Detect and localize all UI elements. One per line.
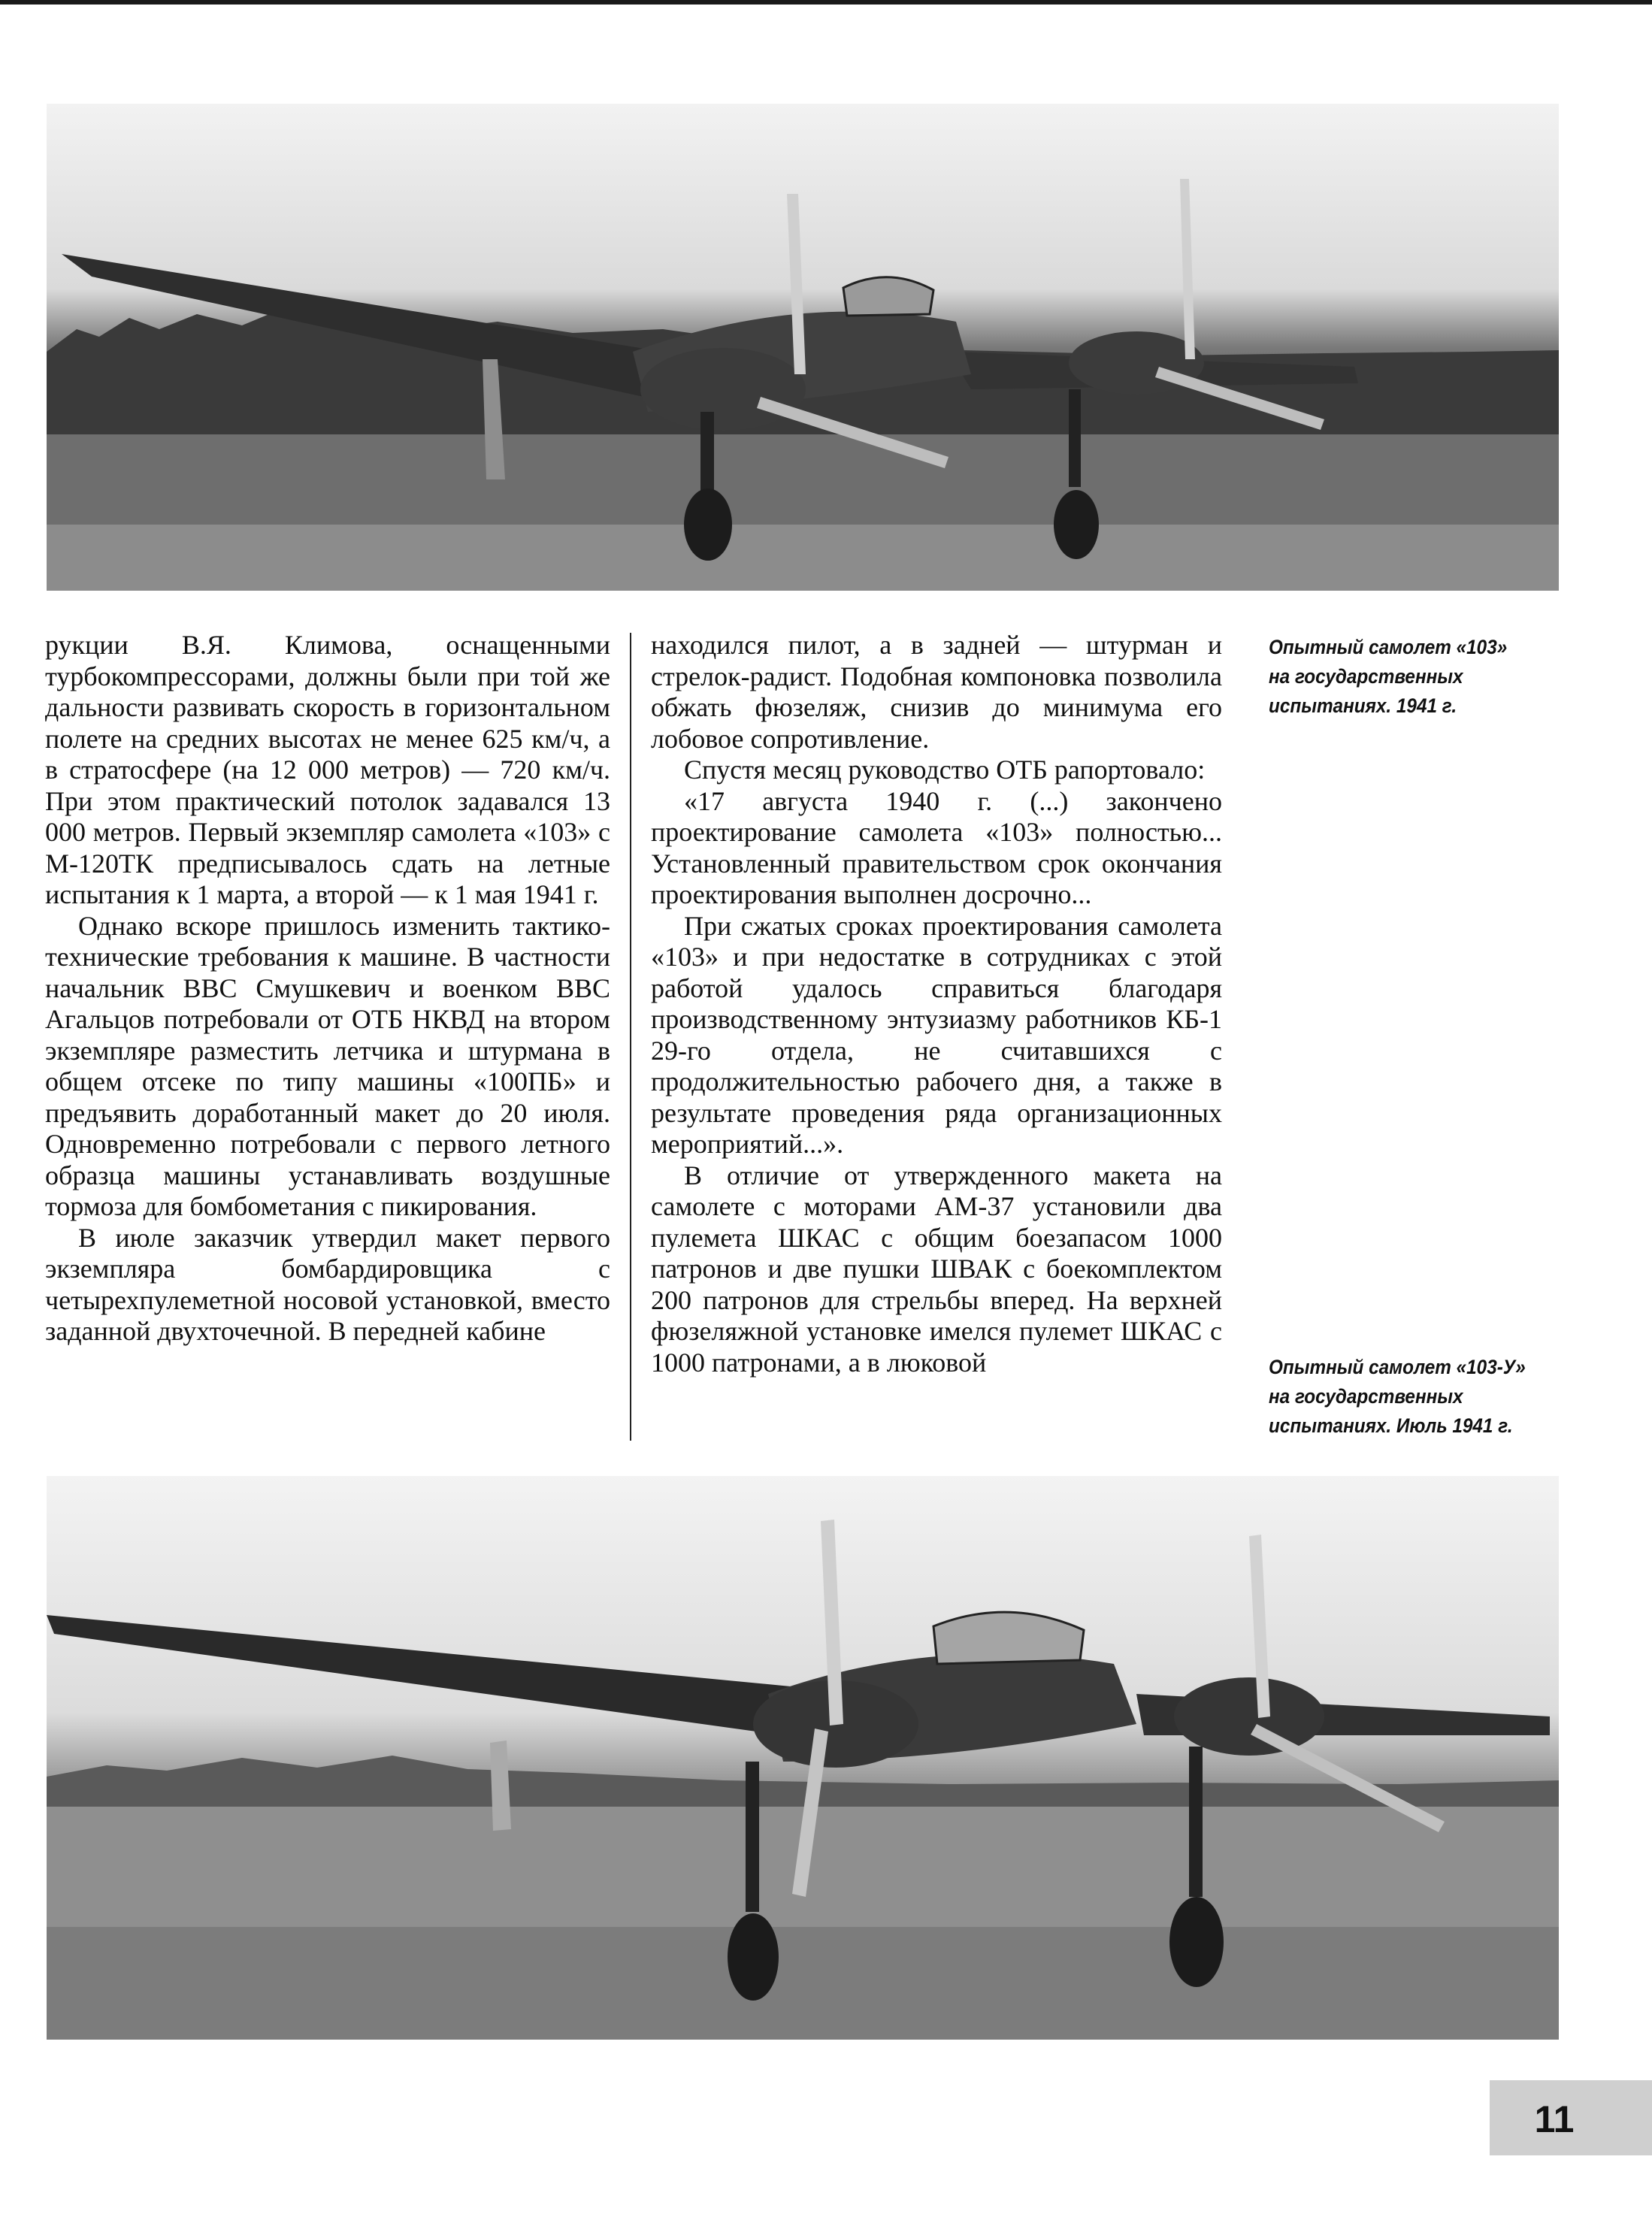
- page-number: 11: [1534, 2098, 1575, 2140]
- caption-line: на государственных: [1269, 1385, 1463, 1408]
- aircraft-103-photo: [47, 104, 1559, 591]
- top-rule: [0, 0, 1652, 5]
- photo-caption-103u: [1269, 1353, 1593, 1441]
- text-column-right: [651, 630, 1222, 1378]
- paragraph: При сжатых сроках проектирования самолета «103» и при недостатке в сотрудниках с этой работой удалось справиться благодаря производственному энтузиазму работников КБ-1 29-го отдела, не считавшихся с продолжительностью рабочего дня, а также в результате проведения ряда организационных мероприятий...».: [651, 910, 1222, 1159]
- aircraft-103-illustration: [47, 104, 1559, 591]
- photo-caption-103: [1269, 633, 1593, 721]
- paragraph: Однако вскоре пришлось изменить тактико-технические требования к машине. В частности начальник ВВС Смушкевич и военком ВВС Агальцов потребовали от ОТБ НКВД на втором экземпляре разместить летчика и штурмана в общем отсеке по типу машины «100ПБ» и предъявить доработанный макет до 20 июля. Одновременно потребовали с первого летного образца машины устанавливать воздушные тормоза для бомбометания с пикирования.: [45, 910, 610, 1221]
- aircraft-103u-illustration: [47, 1476, 1559, 2040]
- paragraph: находился пилот, а в задней — штурман и стрелок-радист. Подобная компоновка позволила обжать фюзеляж, снизив до минимума его лобовое сопротивление.: [651, 630, 1222, 754]
- text-column-left: [45, 630, 610, 1347]
- column-divider: [630, 633, 631, 1441]
- caption-line: Опытный самолет «103-У»: [1269, 1356, 1526, 1378]
- paragraph: «17 августа 1940 г. (...) закончено проектирование самолета «103» полностью... Установленный правительством срок окончания проектирования выполнен досрочно...: [651, 785, 1222, 909]
- caption-line: испытаниях. Июль 1941 г.: [1269, 1414, 1513, 1437]
- paragraph: рукции В.Я. Климова, оснащенными турбокомпрессорами, должны были при той же дальности развивать скорость в горизонтальном полете на средних высотах не менее 625 км/ч, а в стратосфере (на 12 000 метров) — 720 км/ч. При этом практический потолок задавался 13 000 метров. Первый экземпляр самолета «103» с М-120ТК предписывалось сдать на летные испытания к 1 марта, а второй — к 1 мая 1941 г.: [45, 630, 610, 909]
- aircraft-103u-photo: [47, 1476, 1559, 2040]
- caption-line: испытаниях. 1941 г.: [1269, 694, 1457, 717]
- paragraph: В июле заказчик утвердил макет первого экземпляра бомбардировщика с четырехпулеметной носовой установкой, вместо заданной двухточечной. В передней кабине: [45, 1222, 610, 1346]
- paragraph: Спустя месяц руководство ОТБ рапортовало:: [684, 755, 1206, 785]
- caption-line: на государственных: [1269, 665, 1463, 688]
- paragraph: В отличие от утвержденного макета на самолете с моторами АМ-37 установили два пулемета ШКАС с общим боезапасом 1000 патронов и две пушки ШВАК с боекомплектом 200 патронов для стрельбы вперед. На верхней фюзеляжной установке имелся пулемет ШКАС с 1000 патронами, а в люковой: [651, 1160, 1222, 1378]
- caption-line: Опытный самолет «103»: [1269, 636, 1508, 658]
